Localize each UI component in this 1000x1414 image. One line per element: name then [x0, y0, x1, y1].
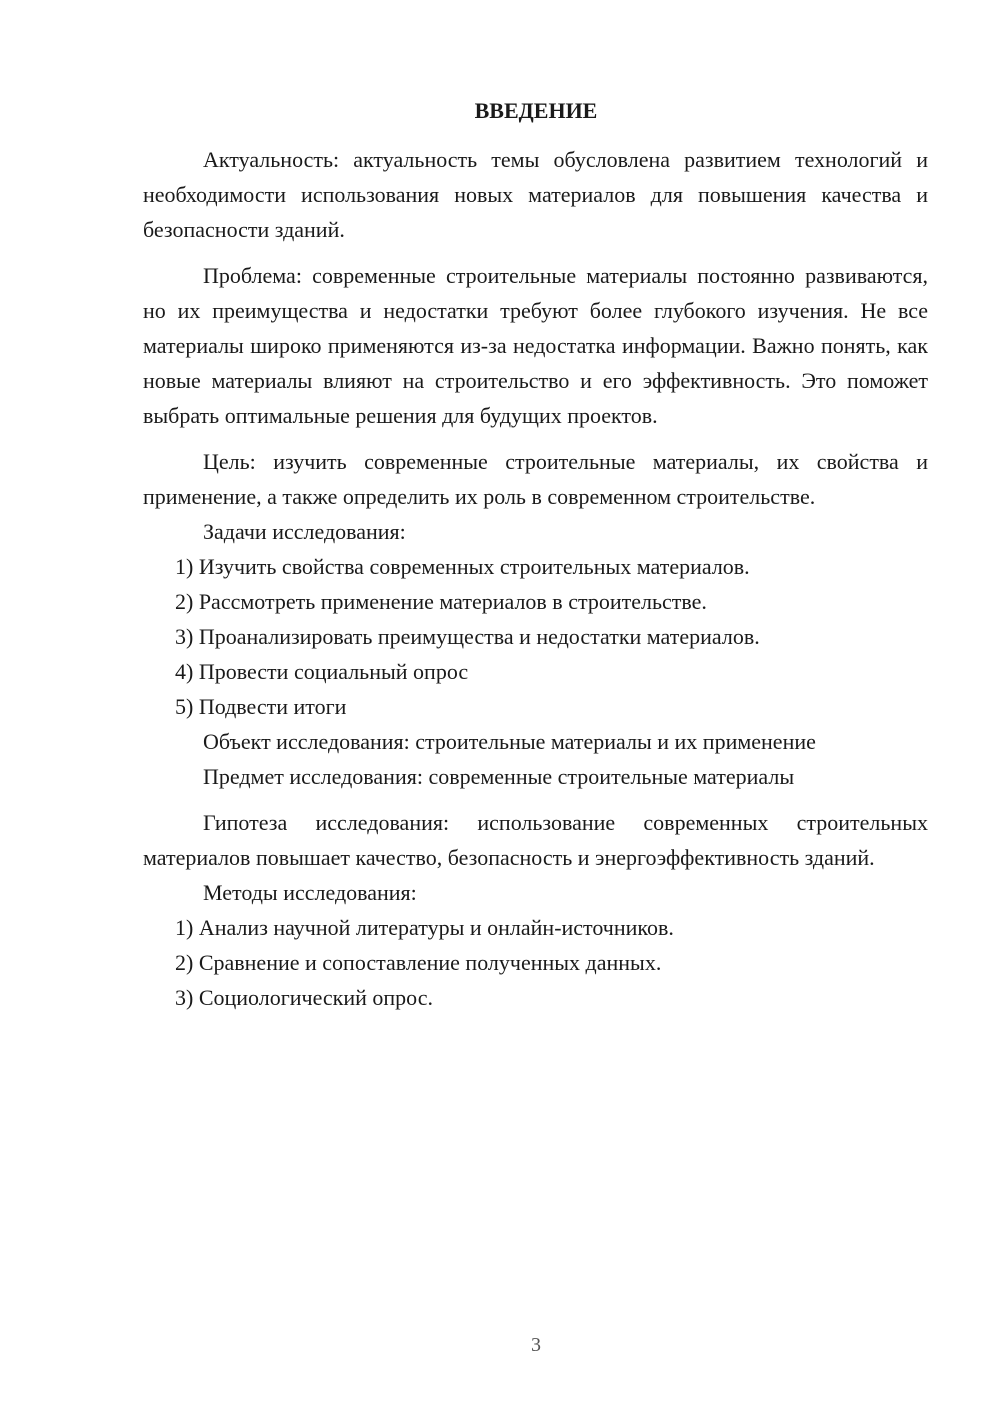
- hypothesis-paragraph: Гипотеза исследования: использование современных строительных материалов повышает качество, безопасность и энергоэффективность зданий.: [143, 810, 928, 870]
- list-item: 3) Проанализировать преимущества и недостатки материалов.: [175, 624, 760, 649]
- list-item: 2) Рассмотреть применение материалов в строительстве.: [175, 589, 707, 614]
- list-item: 4) Провести социальный опрос: [175, 659, 469, 684]
- list-item: 5) Подвести итоги: [175, 694, 347, 719]
- goal-paragraph: Цель: изучить современные строительные материалы, их свойства и применение, а также определить их роль в современном строительстве.: [143, 449, 928, 509]
- list-item: 1) Изучить свойства современных строительных материалов.: [175, 554, 750, 579]
- subject-paragraph: Предмет исследования: современные строительные материалы: [203, 764, 795, 789]
- page-number: 3: [531, 1334, 541, 1356]
- methods-heading: Методы исследования:: [203, 880, 417, 905]
- tasks-heading: Задачи исследования:: [203, 519, 406, 544]
- page-title: ВВЕДЕНИЕ: [474, 98, 598, 123]
- problem-paragraph: Проблема: современные строительные материалы постоянно развиваются, но их преимущества и недостатки требуют более глубокого изучения. Не все материалы широко применяются из-за недостатка информации. Важно понять, как новые материалы влияют на строительство и его эффективность. Это поможет выбрать оптимальные решения для будущих проектов.: [143, 263, 928, 428]
- relevance-paragraph: Актуальность: актуальность темы обусловлена развитием технологий и необходимости использования новых материалов для повышения качества и безопасности зданий.: [143, 147, 928, 242]
- object-paragraph: Объект исследования: строительные материалы и их применение: [203, 729, 816, 754]
- list-item: 2) Сравнение и сопоставление полученных данных.: [175, 950, 662, 975]
- list-item: 1) Анализ научной литературы и онлайн-источников.: [175, 915, 674, 940]
- list-item: 3) Социологический опрос.: [175, 985, 433, 1010]
- document-body: [143, 142, 928, 1015]
